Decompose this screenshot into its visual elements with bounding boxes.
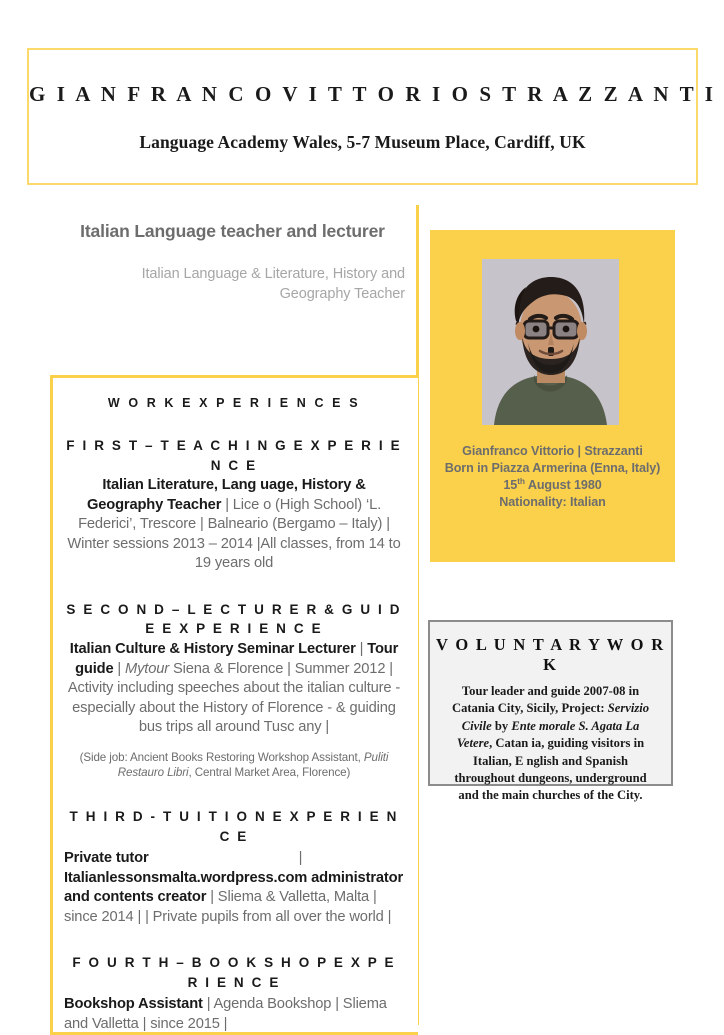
personal-name: Gianfranco Vittorio | Strazzanti (462, 444, 643, 458)
experience-label-fourth: F O U R T H – B O O K S H O P E X P E R I E N C E (72, 955, 396, 990)
experience-role-third: Private tutor (64, 850, 149, 867)
voluntary-line-2: by (491, 718, 512, 733)
personal-details (440, 443, 665, 511)
experience-item-first (64, 436, 404, 574)
experience-item-fourth (64, 953, 404, 1034)
experience-note-suffix: , Central Market Area, Florence) (188, 766, 351, 780)
birth-month-year: August 1980 (524, 478, 602, 493)
experience-role-first: Italian Literature, Lang uage, History & Geography Teacher (86, 477, 366, 513)
experience-note-second (64, 750, 404, 781)
portrait-photo-icon (482, 259, 619, 425)
header-address: Language Academy Wales, 5-7 Museum Place, Cardiff, UK (139, 132, 586, 152)
experience-item-third (64, 807, 404, 927)
header-box (27, 48, 716, 185)
voluntary-italic-1: Servizio Civile (461, 701, 650, 733)
experience-label-second: S E C O N D – L E C T U R E R & G U I D E E X P E R I E N C E (66, 601, 402, 637)
birth-day: 15 (503, 478, 518, 493)
page-title: G I A N F R A N C O V I T T O R I O S T R A Z Z A N T I (29, 82, 716, 106)
experience-item-second (64, 600, 404, 781)
experience-role-second: Italian Culture & History Seminar Lecturer (69, 640, 356, 657)
experience-body-fourth (64, 995, 404, 1034)
work-experiences-heading: W O R K E X P E R I E N C E S (107, 396, 361, 410)
personal-birthdate (440, 476, 665, 494)
photo-panel (430, 230, 675, 562)
experience-detail-fourth: | Agenda Bookshop | Sliema and Valletta | since 2015 | (64, 996, 387, 1032)
work-experiences-content (52, 375, 416, 1035)
experience-label-first: F I R S T – T E A C H I N G E X P E R I E N C E (66, 438, 402, 473)
birth-day-suffix: th (517, 476, 525, 487)
voluntary-italic-2: Ente morale S. Agata La Vetere (456, 718, 640, 751)
experience-detail-second: Siena & Florence | Summer 2012 | Activity including speeches about the italian culture - especially about the History of Florence - & guiding bus trips all around Tusc any | (67, 660, 401, 736)
experience-detail-first: | Lice o (High School) ‘L. Federici’, Trescore | Balneario (Bergamo – Italy) | Winter sessions 2013 – 2014 |All classes, from 14 to 19 years old (67, 496, 401, 572)
experience-label-third: T H I R D - T U I T I O N E X P E R I E N C E (69, 809, 399, 844)
experience-note-prefix: (Side job: Ancient Books Restoring Workshop Assistant, (79, 750, 361, 764)
voluntary-line-1: Tour leader and guide 2007-08 in Catania City, Sicily, Project: (451, 684, 640, 716)
experience-role2-second: Tour guide (75, 640, 399, 677)
experience-note-italic: Puliti Restauro Libri (117, 750, 389, 780)
voluntary-work-body (430, 683, 671, 805)
personal-nationality: Nationality: Italian (499, 495, 606, 510)
experience-body-second: Italian Culture & History Seminar Lecturer | Tour guide | Mytour Siena & Florence | Summer 2012 | Activity including speeches about the italian culture - especially about the History of Florence - & guiding bus trips all around Tusc any | (67, 640, 401, 736)
role-title: Italian Language teacher and lecturer (80, 221, 385, 241)
voluntary-work-title: V O L U N T A R Y W O R K (436, 635, 665, 674)
personal-birthplace: Born in Piazza Armerina (Enna, Italy) (444, 460, 661, 475)
experience-role-fourth: Bookshop Assistant (64, 996, 203, 1013)
avatar (482, 259, 619, 425)
role-subtitle: Italian Language & Literature, History and Geography Teacher (141, 266, 405, 302)
voluntary-line-3: , Catan ia, guiding visitors in Italian, E nglish and Spanish throughout dungeons, underground and the main churches of the City. (454, 736, 647, 803)
voluntary-work-box (428, 620, 673, 803)
experience-body-third (64, 849, 404, 927)
experience-site-third: Italianlessonsmalta.wordpress.com administrator and contents creator (64, 869, 404, 906)
experience-detail-third: | Sliema & Valletta, Malta | since 2014 | | Private pupils from all over the world | (64, 889, 392, 925)
experience-body-first (64, 476, 404, 574)
experience-employer-second: Mytour (125, 660, 170, 677)
experience-pipe-third: | (298, 850, 303, 867)
